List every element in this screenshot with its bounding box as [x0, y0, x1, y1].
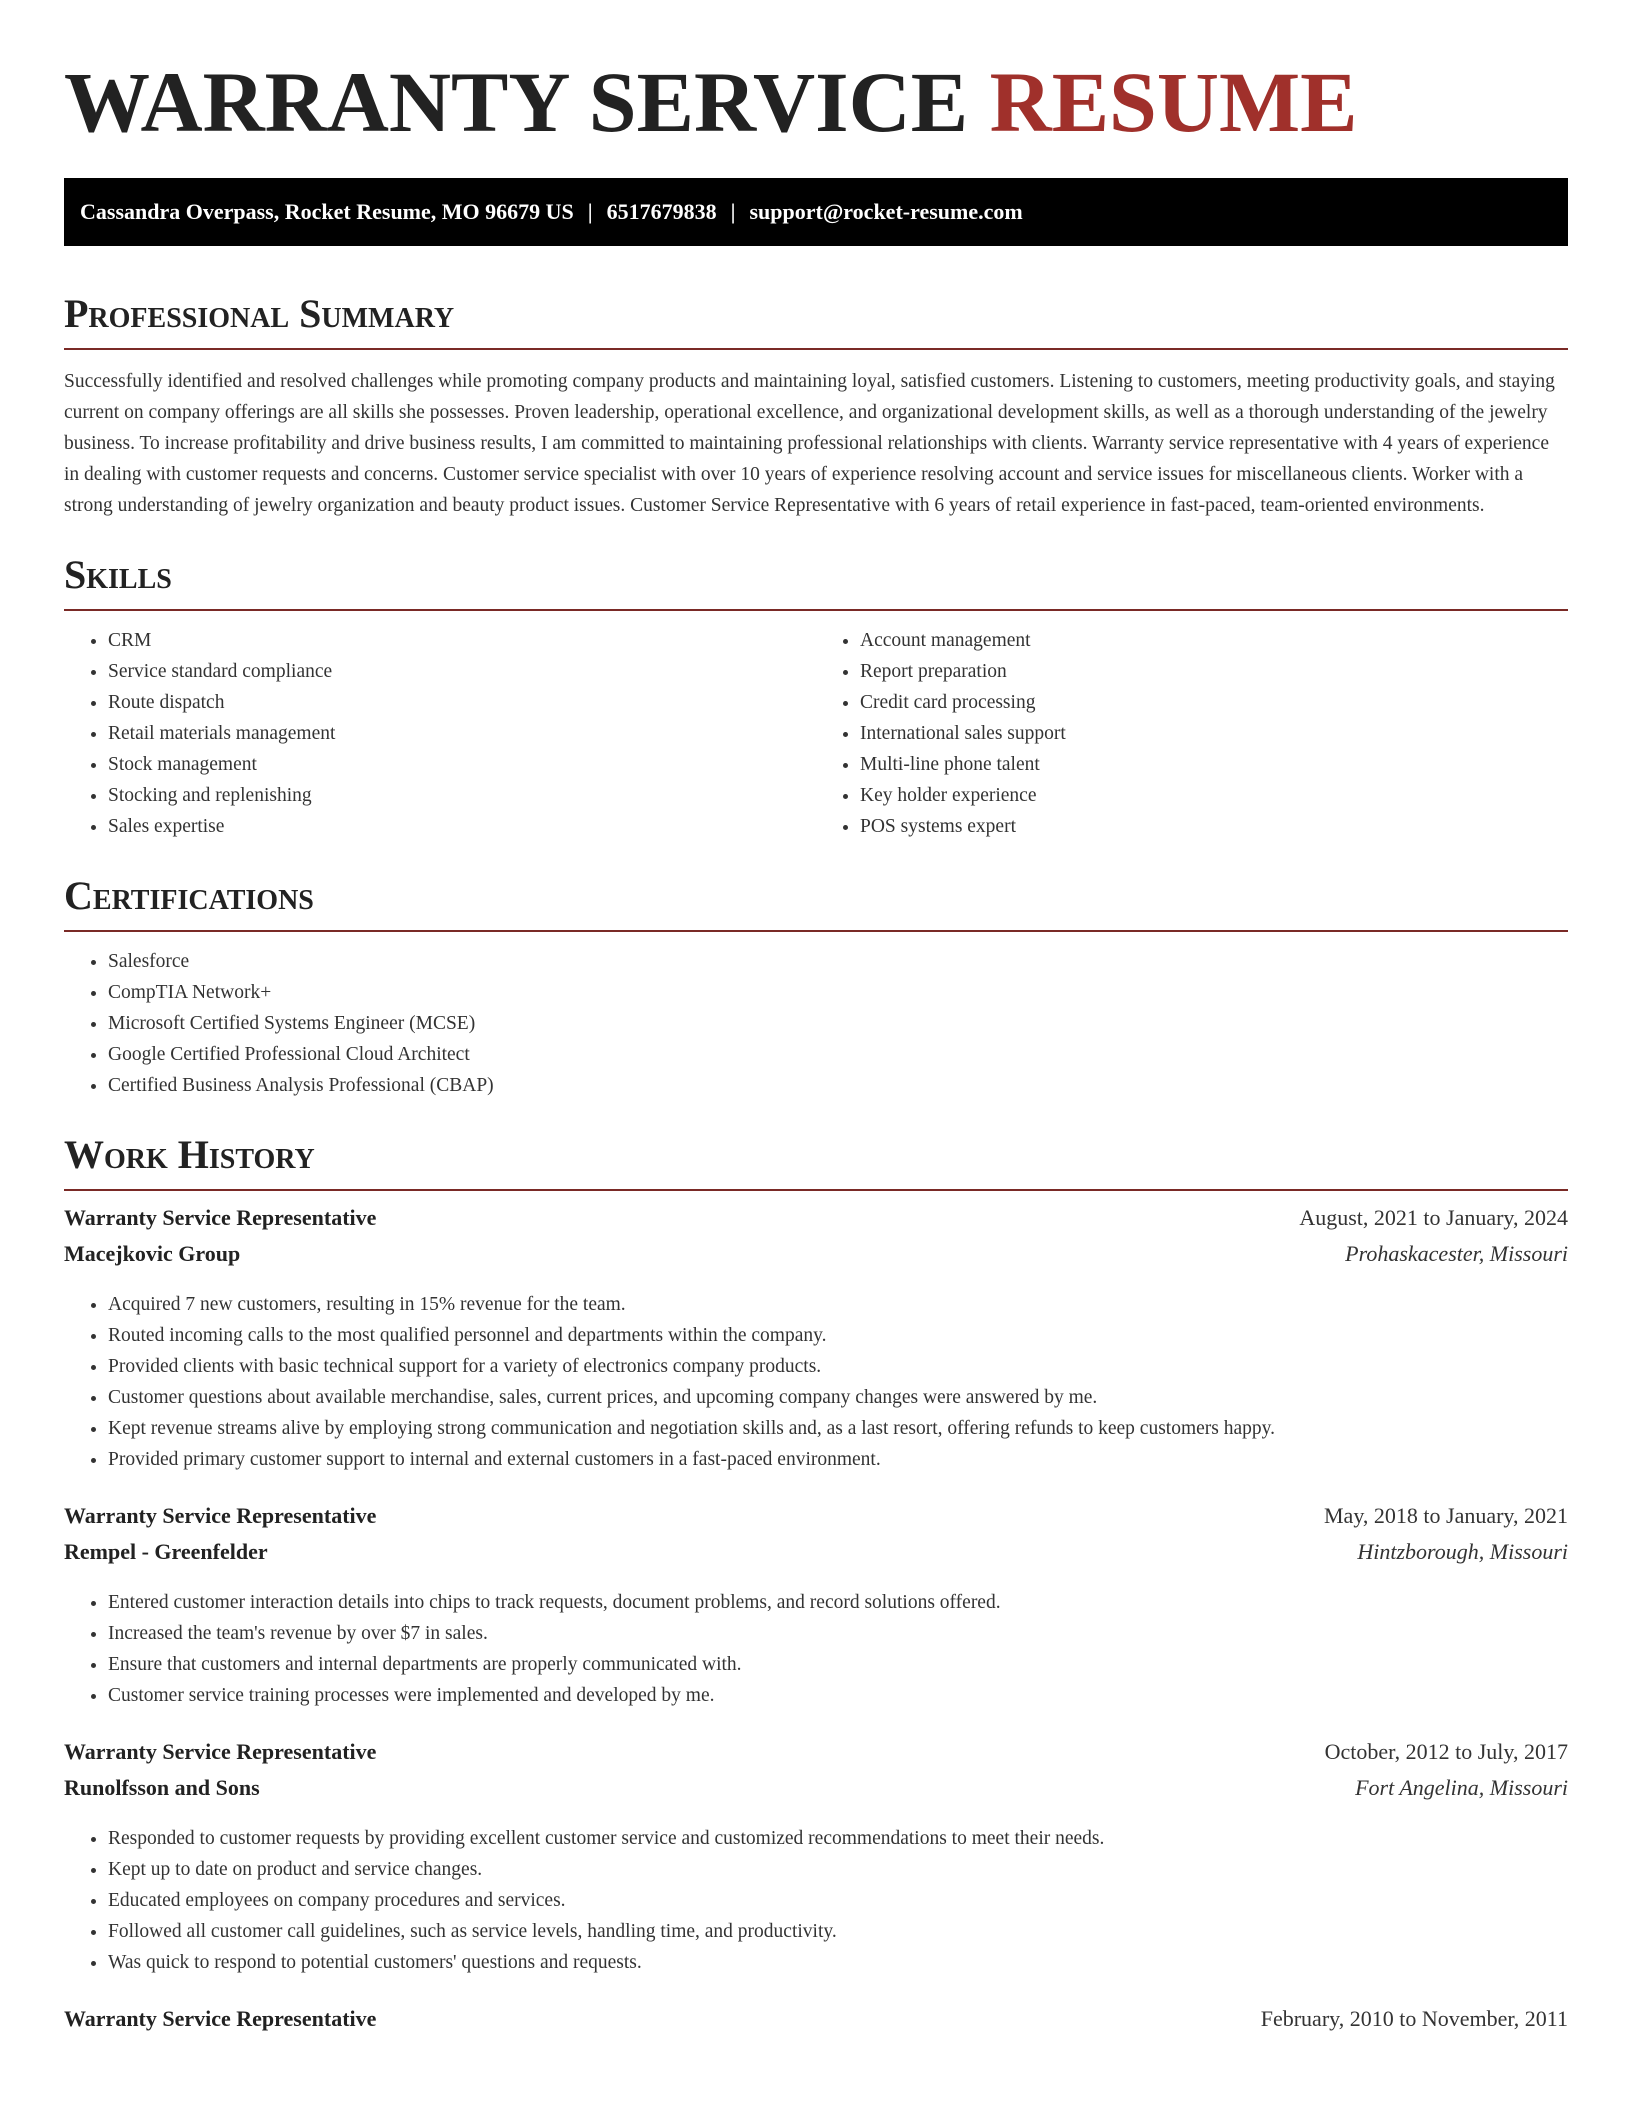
contact-separator: |: [587, 199, 593, 224]
summary-text: Successfully identified and resolved challenges while promoting company products and maintaining loyal, satisfied customers. Listening to customers, meeting productivity goals, and staying current on company offerings are all skills she possesses. Proven leadership, operational excellence, and organizational development skills, as well as a thorough understanding of the jewelry business. To increase profitability and drive business results, I am committed to maintaining professional relationships with clients. Warranty service representative with 4 years of experience in dealing with customer requests and concerns. Customer service specialist with over 10 years of experience resolving account and service issues for miscellaneous clients. Worker with a strong understanding of jewelry organization and beauty product issues. Customer Service Representative with 6 years of retail experience in fast-paced, team-oriented environments.: [64, 371, 1555, 516]
job-bullet: • Followed all customer call guidelines, such as service levels, handling time, and productivity.: [108, 1916, 1568, 1947]
certification-item: • Salesforce: [108, 946, 1568, 977]
job-header-row: [64, 1739, 1568, 1775]
job-bullet: • Customer questions about available merchandise, sales, current prices, and upcoming company changes were answered by me.: [108, 1382, 1568, 1413]
job-dates: October, 2012 to July, 2017: [1324, 1739, 1568, 1764]
job-company-row: [64, 1241, 1568, 1277]
resume-title: [64, 52, 1568, 152]
skills-list-right: [816, 625, 1568, 842]
contact-address: Cassandra Overpass, Rocket Resume, MO 96679 US: [80, 199, 574, 224]
summary-heading: Professional Summary: [64, 290, 1568, 350]
skill-item: • Report preparation: [860, 656, 1568, 687]
skills-heading: Skills: [64, 551, 1568, 611]
skill-item: • Account management: [860, 625, 1568, 656]
job-bullet: • Responded to customer requests by providing excellent customer service and customized recommendations to meet their needs.: [108, 1823, 1568, 1854]
job-bullet: • Kept revenue streams alive by employing strong communication and negotiation skills and, as a last resort, offering refunds to keep customers happy.: [108, 1413, 1568, 1444]
job-bullet: • Acquired 7 new customers, resulting in 15% revenue for the team.: [108, 1289, 1568, 1320]
work-history-heading: Work History: [64, 1131, 1568, 1191]
job-company: Runolfsson and Sons: [64, 1775, 260, 1800]
skill-item: • POS systems expert: [860, 811, 1568, 842]
job-company-row: [64, 1775, 1568, 1811]
job-bullets: [64, 1823, 1568, 1978]
job-bullets: [64, 1587, 1568, 1711]
skill-item: • Retail materials management: [108, 718, 816, 749]
certifications-list: [64, 946, 1568, 1101]
job-dates: February, 2010 to November, 2011: [1260, 2006, 1568, 2031]
job-title: Warranty Service Representative: [64, 1205, 377, 1230]
job-bullet: • Ensure that customers and internal departments are properly communicated with.: [108, 1649, 1568, 1680]
job-bullet: • Was quick to respond to potential customers' questions and requests.: [108, 1947, 1568, 1978]
skills-grid: [64, 625, 1568, 842]
job-location: Hintzborough, Missouri: [1357, 1539, 1568, 1564]
skill-item: • CRM: [108, 625, 816, 656]
job-bullet: • Customer service training processes were implemented and developed by me.: [108, 1680, 1568, 1711]
certification-item: • Certified Business Analysis Professional (CBAP): [108, 1070, 1568, 1101]
job-title: Warranty Service Representative: [64, 1503, 377, 1528]
job-entry: [64, 1205, 1568, 1475]
job-entry: [64, 1503, 1568, 1711]
job-company-row: [64, 1539, 1568, 1575]
job-bullet: • Provided clients with basic technical support for a variety of electronics company products.: [108, 1351, 1568, 1382]
contact-email: support@rocket-resume.com: [749, 199, 1023, 224]
skill-item: • Service standard compliance: [108, 656, 816, 687]
skill-item: • Stocking and replenishing: [108, 780, 816, 811]
job-entry: [64, 2006, 1568, 2042]
skill-item: • Stock management: [108, 749, 816, 780]
job-dates: August, 2021 to January, 2024: [1299, 1205, 1568, 1230]
skill-item: • Sales expertise: [108, 811, 816, 842]
contact-bar: [64, 178, 1568, 246]
certification-item: • CompTIA Network+: [108, 977, 1568, 1008]
job-bullet: • Provided primary customer support to internal and external customers in a fast-paced environment.: [108, 1444, 1568, 1475]
job-entry: [64, 1739, 1568, 1978]
contact-phone: 6517679838: [606, 199, 717, 224]
certification-item: • Microsoft Certified Systems Engineer (MCSE): [108, 1008, 1568, 1039]
job-bullet: • Increased the team's revenue by over $7 in sales.: [108, 1618, 1568, 1649]
job-dates: May, 2018 to January, 2021: [1324, 1503, 1568, 1528]
job-bullets: [64, 1289, 1568, 1475]
skills-list-left: [64, 625, 816, 842]
title-accent: RESUME: [989, 54, 1358, 150]
job-title: Warranty Service Representative: [64, 2006, 377, 2031]
contact-separator: |: [730, 199, 736, 224]
skill-item: • Key holder experience: [860, 780, 1568, 811]
job-bullet: • Routed incoming calls to the most qualified personnel and departments within the company.: [108, 1320, 1568, 1351]
title-main: WARRANTY SERVICE: [64, 54, 969, 150]
skill-item: • International sales support: [860, 718, 1568, 749]
job-location: Prohaskacester, Missouri: [1345, 1241, 1568, 1266]
job-header-row: [64, 1205, 1568, 1241]
skill-item: • Multi-line phone talent: [860, 749, 1568, 780]
job-location: Fort Angelina, Missouri: [1355, 1775, 1568, 1800]
job-bullet: • Kept up to date on product and service changes.: [108, 1854, 1568, 1885]
certification-item: • Google Certified Professional Cloud Architect: [108, 1039, 1568, 1070]
job-company: Macejkovic Group: [64, 1241, 241, 1266]
skill-item: • Credit card processing: [860, 687, 1568, 718]
job-company: Rempel - Greenfelder: [64, 1539, 268, 1564]
job-header-row: [64, 1503, 1568, 1539]
job-header-row: [64, 2006, 1568, 2042]
job-bullet: • Educated employees on company procedures and services.: [108, 1885, 1568, 1916]
job-title: Warranty Service Representative: [64, 1739, 377, 1764]
certifications-heading: Certifications: [64, 872, 1568, 932]
job-bullet: • Entered customer interaction details into chips to track requests, document problems, and record solutions offered.: [108, 1587, 1568, 1618]
skill-item: • Route dispatch: [108, 687, 816, 718]
